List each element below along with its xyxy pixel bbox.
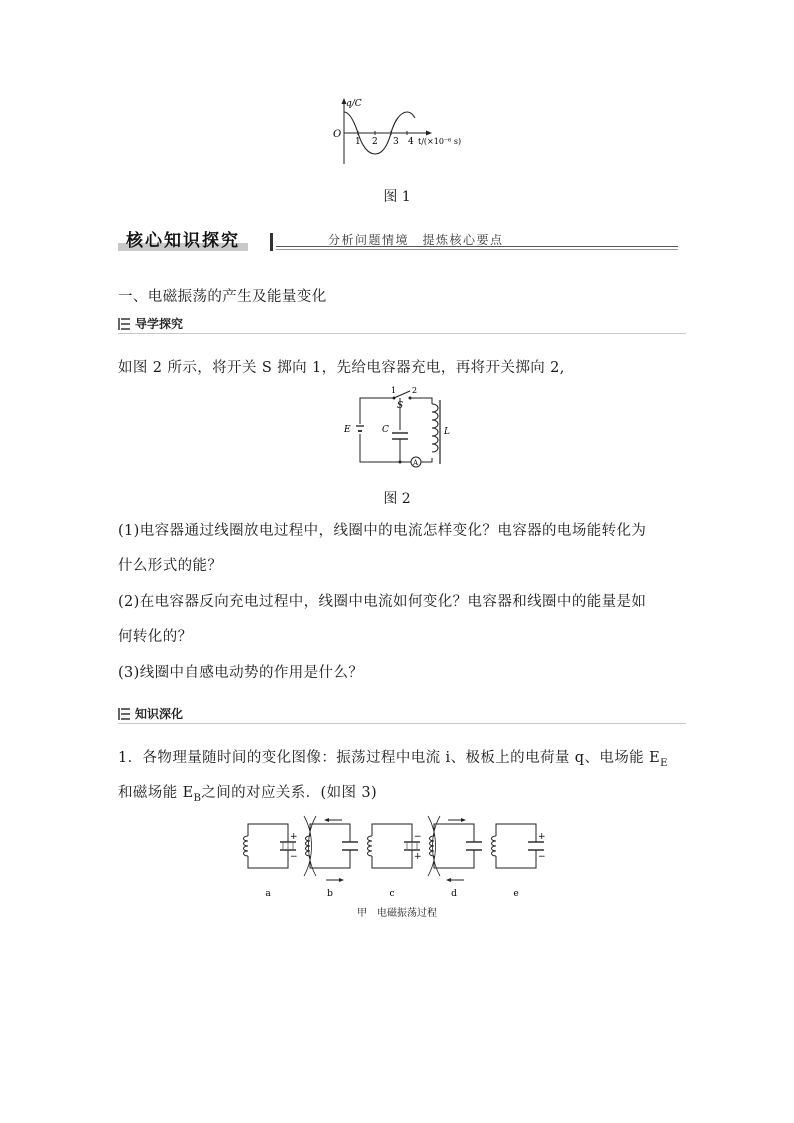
tick-4: 4 <box>408 137 414 147</box>
question-2-line-2: 何转化的？ <box>118 629 193 645</box>
panel-e <box>492 824 547 868</box>
deepen-item-1-line-2: 和磁场能 $E_B$之间的对应关系．(如图 3) <box>118 785 378 804</box>
figure-2-circuit <box>340 386 456 470</box>
emf-label: E <box>344 425 351 435</box>
svg-text:+: + <box>414 852 422 862</box>
list-icon <box>118 318 130 330</box>
panel-label-b: b <box>327 889 333 899</box>
deepen-label: 知识深化 <box>135 707 184 721</box>
svg-text:−: − <box>414 832 422 842</box>
question-1-line-1: (1)电容器通过线圈放电过程中，线圈中的电流怎样变化？电容器的电场能转化为 <box>118 523 647 539</box>
panel-label-c: c <box>389 889 395 899</box>
svg-text:−: − <box>538 852 546 862</box>
tick-2: 2 <box>372 137 378 147</box>
guide-intro: 如图 2 所示，将开关 S 掷向 1，先给电容器充电，再将开关掷向 2, <box>118 360 565 376</box>
ammeter-label: A <box>413 459 419 467</box>
question-1-line-2: 什么形式的能？ <box>118 558 223 574</box>
inductor-label: L <box>444 427 450 437</box>
capacitor-label: C <box>382 425 389 435</box>
panel-label-d: d <box>451 889 457 899</box>
figure-2-caption: 图 2 <box>383 491 411 507</box>
section-subtitle: 分析问题情境 提炼核心要点 <box>328 233 504 247</box>
panel-label-a: a <box>265 889 271 899</box>
list-icon <box>118 708 130 720</box>
panel-c <box>368 824 423 868</box>
svg-text:+: + <box>538 832 546 842</box>
guide-label: 导学探究 <box>135 317 184 331</box>
question-3: (3)线圈中自感电动势的作用是什么？ <box>118 665 364 681</box>
svg-text:+: + <box>290 832 298 842</box>
panel-d <box>428 816 484 882</box>
tick-3: 3 <box>393 137 399 147</box>
origin-label: O <box>333 129 342 140</box>
y-axis-label: q/C <box>346 99 362 109</box>
figure-1-graph <box>330 98 470 170</box>
topic-heading: 一、电磁振荡的产生及能量变化 <box>118 289 327 305</box>
switch-pos-2: 2 <box>412 386 418 395</box>
tick-1: 1 <box>355 137 361 147</box>
panel-b <box>304 816 360 882</box>
panel-label-e: e <box>513 889 519 899</box>
banner-rule-lower <box>276 249 678 250</box>
question-2-line-1: (2)在电容器反向充电过程中，线圈中电流如何变化？电容器和线圈中的能量是如 <box>118 594 647 610</box>
section-title: 核心知识探究 <box>118 229 248 253</box>
switch-label: S <box>397 401 404 411</box>
banner-divider <box>270 233 273 251</box>
deepen-item-1-line-1: 1．各物理量随时间的变化图像：振荡过程中电流 i、极板上的电荷量 q、电场能 $E_E$ <box>118 750 668 769</box>
figure-3-caption: 甲 电磁振荡过程 <box>357 908 437 919</box>
figure-1-caption: 图 1 <box>383 189 411 205</box>
section-banner <box>118 229 678 255</box>
switch-pos-1: 1 <box>391 386 397 395</box>
panel-a <box>244 824 299 868</box>
x-axis-label: t/(×10⁻⁶ s) <box>418 137 462 146</box>
svg-text:−: − <box>290 852 298 862</box>
